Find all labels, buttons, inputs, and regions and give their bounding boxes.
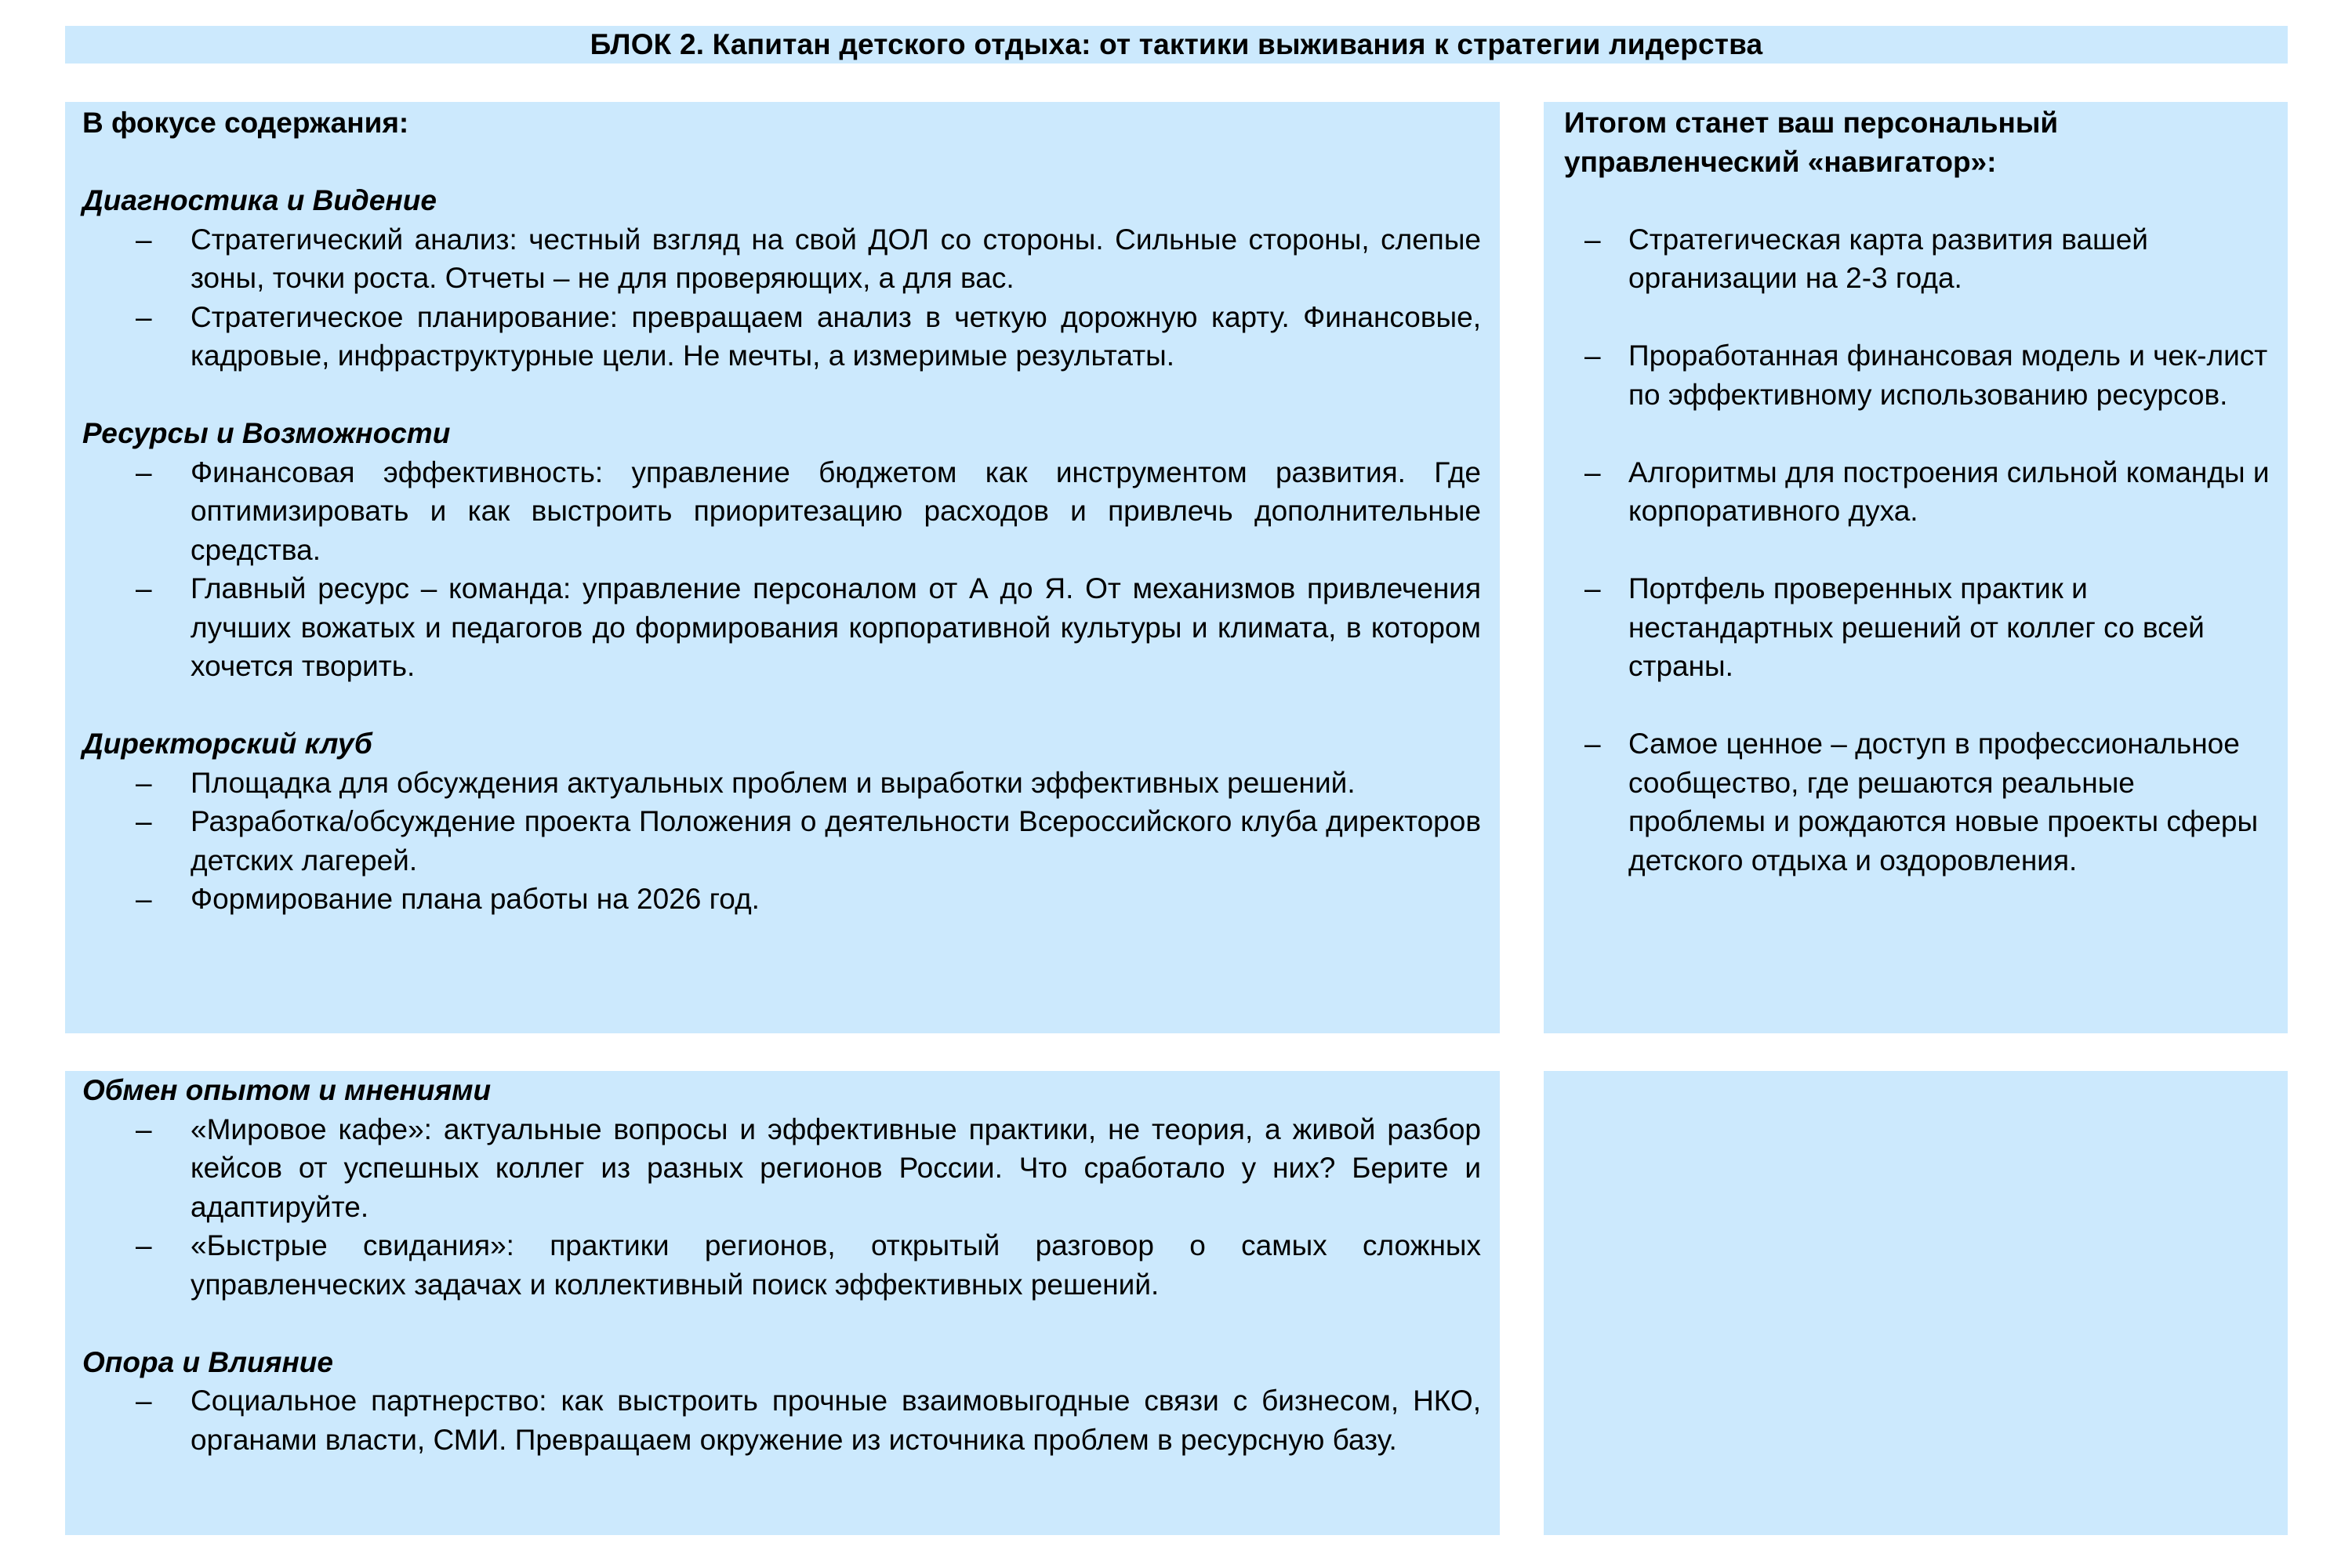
- dash-bullet: –: [1584, 339, 1601, 372]
- dash-bullet: –: [136, 1112, 152, 1145]
- list-item: [82, 1381, 1481, 1459]
- dash-bullet: –: [1584, 572, 1601, 604]
- list-item-text: «Быстрые свидания»: практики регионов, открытый разговор о самых сложных управленческих задачах и коллективный поиск эффективных решений.: [191, 1229, 1481, 1301]
- dash-bullet: –: [136, 1229, 152, 1261]
- navigator-results-panel: [1544, 102, 2288, 1033]
- empty-panel: [1544, 1071, 2288, 1535]
- dash-bullet: –: [136, 572, 152, 604]
- spacer: [82, 686, 1481, 725]
- dash-bullet: –: [136, 766, 152, 799]
- content-focus-heading: В фокусе содержания:: [82, 107, 409, 139]
- block-title: БЛОК 2. Капитан детского отдыха: от тактики выживания к стратегии лидерства: [590, 28, 1763, 60]
- list-item-text: Проработанная финансовая модель и чек-лист по эффективному использованию ресурсов.: [1628, 339, 2268, 411]
- dash-bullet: –: [1584, 456, 1601, 488]
- list-item: [82, 880, 1481, 919]
- spacer: [82, 143, 1481, 182]
- support-influence-list: [82, 1381, 1481, 1459]
- dash-bullet: –: [136, 883, 152, 915]
- block-title-band: [65, 26, 2288, 64]
- list-item-text: Социальное партнерство: как выстроить прочные взаимовыгодные связи с бизнесом, НКО, органами власти, СМИ. Превращаем окружение из источника проблем в ресурсную базу.: [191, 1385, 1481, 1456]
- spacer: [82, 376, 1481, 415]
- dash-bullet: –: [136, 223, 152, 256]
- list-item-text: Самое ценное – доступ в профессиональное сообщество, где решаются реальные проблемы и рождаются новые проекты сферы детского отдыха и оздоровления.: [1628, 728, 2259, 877]
- section-title-directors-club: Директорский клуб: [82, 728, 372, 760]
- list-item-text: Формирование плана работы на 2026 год.: [191, 883, 760, 915]
- list-item-text: Площадка для обсуждения актуальных проблем и выработки эффективных решений.: [191, 766, 1356, 799]
- list-item: [1584, 569, 2272, 686]
- dash-bullet: –: [1584, 223, 1601, 256]
- list-item-text: Финансовая эффективность: управление бюджетом как инструментом развития. Где оптимизировать и как выстроить приоритезацию расходов и привлечь дополнительные средства.: [191, 456, 1481, 566]
- section-title-experience-exchange: Обмен опытом и мнениями: [82, 1074, 492, 1106]
- list-item-text: Главный ресурс – команда: управление персоналом от А до Я. От механизмов привлечения лучших вожатых и педагогов до формирования корпоративной культуры и климата, в котором хочется творить.: [191, 572, 1481, 682]
- experience-exchange-panel: [65, 1071, 1500, 1535]
- list-item: [82, 569, 1481, 686]
- diagnostics-list: [82, 220, 1481, 376]
- resources-list: [82, 453, 1481, 686]
- list-item-text: Стратегическое планирование: превращаем анализ в четкую дорожную карту. Финансовые, кадровые, инфраструктурные цели. Не мечты, а измеримые результаты.: [191, 300, 1481, 372]
- list-item: [1584, 336, 2272, 414]
- directors-club-list: [82, 764, 1481, 919]
- experience-exchange-list: [82, 1110, 1481, 1305]
- dash-bullet: –: [136, 456, 152, 488]
- list-item: [1584, 220, 2272, 298]
- dash-bullet: –: [136, 805, 152, 837]
- navigator-results-list: [1584, 220, 2272, 880]
- list-item-text: Портфель проверенных практик и нестандартных решений от коллег со всей страны.: [1628, 572, 2205, 682]
- spacer: [1564, 181, 2272, 220]
- list-item: [82, 1226, 1481, 1304]
- dash-bullet: –: [1584, 728, 1601, 760]
- list-item-text: Алгоритмы для построения сильной команды и корпоративного духа.: [1628, 456, 2270, 527]
- list-item: [82, 764, 1481, 803]
- list-item: [82, 453, 1481, 570]
- dash-bullet: –: [136, 1385, 152, 1417]
- list-item: [82, 1110, 1481, 1227]
- list-item-text: Разработка/обсуждение проекта Положения о деятельности Всероссийского клуба директоров детских лагерей.: [191, 805, 1481, 877]
- list-item-text: Стратегический анализ: честный взгляд на свой ДОЛ со стороны. Сильные стороны, слепые зоны, точки роста. Отчеты – не для проверяющих, а для вас.: [191, 223, 1481, 294]
- list-item: [82, 298, 1481, 376]
- spacer: [82, 1304, 1481, 1343]
- list-item: [1584, 453, 2272, 531]
- section-title-resources: Ресурсы и Возможности: [82, 417, 451, 449]
- section-title-support-influence: Опора и Влияние: [82, 1345, 333, 1378]
- list-item: [82, 802, 1481, 880]
- list-item: [1584, 724, 2272, 880]
- section-title-diagnostics: Диагностика и Видение: [82, 184, 437, 216]
- list-item-text: Стратегическая карта развития вашей организации на 2-3 года.: [1628, 223, 2148, 294]
- list-item: [82, 220, 1481, 298]
- content-focus-panel: [65, 102, 1500, 1033]
- navigator-heading: Итогом станет ваш персональный управленческий «навигатор»:: [1564, 107, 2059, 178]
- dash-bullet: –: [136, 300, 152, 333]
- list-item-text: «Мировое кафе»: актуальные вопросы и эффективные практики, не теория, а живой разбор кейсов от успешных коллег из разных регионов России. Что сработало у них? Берите и адаптируйте.: [191, 1112, 1481, 1223]
